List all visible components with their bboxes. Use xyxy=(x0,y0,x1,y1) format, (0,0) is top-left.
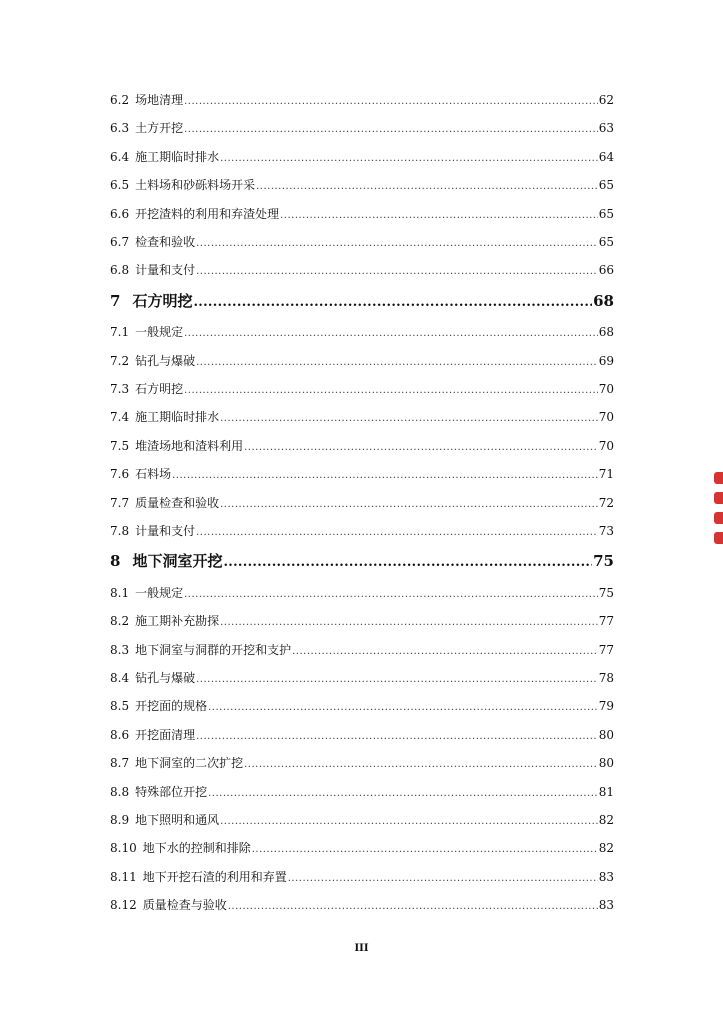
toc-section-entry[interactable] xyxy=(110,692,614,720)
toc-dot-leader xyxy=(196,230,598,258)
toc-entry-title: 施工期补充勘探 xyxy=(135,614,220,629)
toc-entry-page: 65 xyxy=(598,234,614,249)
toc-entry-number: 6.8 xyxy=(110,263,130,278)
toc-entry-number: 6.5 xyxy=(110,178,130,193)
toc-section-entry[interactable] xyxy=(110,489,614,517)
toc-section-entry[interactable] xyxy=(110,460,614,488)
toc-entry-number: 6.2 xyxy=(110,93,130,107)
toc-section-entry[interactable] xyxy=(110,256,614,284)
toc-entry-title: 土方开挖 xyxy=(135,121,184,136)
toc-entry-page: 68 xyxy=(593,291,614,310)
toc-dot-leader xyxy=(256,173,598,201)
toc-entry-number: 8.2 xyxy=(110,614,130,629)
toc-entry-title: 堆渣场地和渣料利用 xyxy=(135,438,244,453)
toc-entry-number: 8.11 xyxy=(110,869,137,884)
toc-section-entry[interactable] xyxy=(110,228,614,256)
toc-entry-title: 地下开挖石渣的利用和弃置 xyxy=(142,869,287,884)
toc-dot-leader xyxy=(196,666,598,694)
toc-dot-leader xyxy=(196,723,598,751)
toc-entry-number: 7.1 xyxy=(110,325,130,340)
toc-entry-number: 8 xyxy=(110,552,121,571)
toc-section-entry[interactable] xyxy=(110,114,614,142)
toc-entry-title: 场地清理 xyxy=(135,93,184,107)
table-of-contents xyxy=(110,86,614,920)
toc-entry-page: 82 xyxy=(598,841,614,856)
toc-entry-page: 64 xyxy=(598,149,614,164)
toc-dot-leader xyxy=(184,377,598,405)
toc-entry-page: 83 xyxy=(598,869,614,884)
toc-entry-title: 一般规定 xyxy=(135,585,184,600)
toc-entry-title: 地下水的控制和排除 xyxy=(142,841,251,856)
toc-entry-page: 71 xyxy=(598,467,614,482)
toc-section-entry[interactable] xyxy=(110,579,614,607)
toc-entry-page: 65 xyxy=(598,178,614,193)
toc-entry-title: 钻孔与爆破 xyxy=(135,671,196,686)
toc-entry-number: 6.4 xyxy=(110,149,130,164)
toc-entry-page: 81 xyxy=(598,784,614,799)
toc-entry-number: 8.8 xyxy=(110,784,130,799)
toc-entry-page: 72 xyxy=(598,495,614,510)
toc-dot-leader xyxy=(184,88,598,116)
toc-chapter-entry[interactable] xyxy=(110,285,614,319)
toc-entry-title: 开挖面清理 xyxy=(135,727,196,742)
toc-entry-number: 6.3 xyxy=(110,121,130,136)
toc-dot-leader xyxy=(220,609,598,637)
toc-entry-title: 特殊部位开挖 xyxy=(135,784,208,799)
toc-entry-page: 63 xyxy=(598,121,614,136)
toc-section-entry[interactable] xyxy=(110,86,614,114)
toc-entry-title: 地下洞室开挖 xyxy=(132,552,223,571)
toc-entry-title: 施工期临时排水 xyxy=(135,149,220,164)
toc-entry-page: 70 xyxy=(598,438,614,453)
toc-entry-number: 7.4 xyxy=(110,410,130,425)
toc-section-entry[interactable] xyxy=(110,607,614,635)
toc-entry-page: 75 xyxy=(598,585,614,600)
toc-section-entry[interactable] xyxy=(110,834,614,862)
toc-entry-number: 6.7 xyxy=(110,234,130,249)
toc-entry-number: 8.7 xyxy=(110,756,130,771)
toc-dot-leader xyxy=(244,751,598,779)
toc-dot-leader xyxy=(292,638,598,666)
toc-dot-leader xyxy=(220,808,598,836)
toc-entry-number: 8.9 xyxy=(110,812,130,827)
toc-section-entry[interactable] xyxy=(110,347,614,375)
toc-entry-title: 地下照明和通风 xyxy=(135,812,220,827)
page-footer-number: III xyxy=(354,943,369,954)
toc-entry-page: 66 xyxy=(598,263,614,278)
toc-entry-title: 施工期临时排水 xyxy=(135,410,220,425)
toc-section-entry[interactable] xyxy=(110,318,614,346)
toc-dot-leader xyxy=(252,836,598,864)
toc-entry-title: 地下洞室的二次扩挖 xyxy=(135,756,244,771)
red-seal-stamp xyxy=(714,470,723,548)
toc-section-entry[interactable] xyxy=(110,636,614,664)
toc-entry-number: 8.12 xyxy=(110,898,137,913)
toc-entry-number: 8.4 xyxy=(110,671,130,686)
toc-entry-page: 73 xyxy=(598,523,614,538)
toc-dot-leader xyxy=(193,286,592,320)
toc-entry-page: 77 xyxy=(598,642,614,657)
toc-entry-page: 83 xyxy=(598,898,614,913)
toc-dot-leader xyxy=(244,434,598,462)
toc-entry-title: 土料场和砂砾料场开采 xyxy=(135,178,256,193)
toc-entry-number: 8.5 xyxy=(110,699,130,714)
toc-dot-leader xyxy=(228,893,598,921)
toc-entry-page: 77 xyxy=(598,614,614,629)
toc-section-entry[interactable] xyxy=(110,778,614,806)
toc-section-entry[interactable] xyxy=(110,863,614,891)
toc-section-entry[interactable] xyxy=(110,517,614,545)
toc-section-entry[interactable] xyxy=(110,432,614,460)
toc-entry-number: 7.6 xyxy=(110,467,130,482)
toc-entry-page: 70 xyxy=(598,410,614,425)
toc-entry-title: 质量检查与验收 xyxy=(142,898,227,913)
toc-entry-number: 8.6 xyxy=(110,727,130,742)
toc-entry-page: 82 xyxy=(598,812,614,827)
toc-section-entry[interactable] xyxy=(110,403,614,431)
toc-entry-number: 7.2 xyxy=(110,353,130,368)
toc-dot-leader xyxy=(223,546,592,580)
toc-section-entry[interactable] xyxy=(110,143,614,171)
toc-chapter-entry[interactable] xyxy=(110,545,614,579)
toc-entry-page: 79 xyxy=(598,699,614,714)
toc-entry-title: 开挖渣料的利用和弃渣处理 xyxy=(135,206,280,221)
toc-dot-leader xyxy=(220,405,598,433)
toc-dot-leader xyxy=(280,202,598,230)
toc-dot-leader xyxy=(208,694,598,722)
toc-dot-leader xyxy=(288,865,598,893)
toc-entry-title: 钻孔与爆破 xyxy=(135,353,196,368)
toc-entry-page: 69 xyxy=(598,353,614,368)
toc-entry-title: 石方明挖 xyxy=(132,291,193,310)
toc-dot-leader xyxy=(220,145,598,173)
toc-entry-number: 7 xyxy=(110,291,121,310)
toc-dot-leader xyxy=(184,581,598,609)
toc-section-entry[interactable] xyxy=(110,664,614,692)
toc-section-entry[interactable] xyxy=(110,891,614,919)
toc-entry-title: 石方明挖 xyxy=(135,382,184,397)
toc-entry-title: 一般规定 xyxy=(135,325,184,340)
toc-entry-number: 7.8 xyxy=(110,523,130,538)
toc-entry-title: 检查和验收 xyxy=(135,234,196,249)
toc-dot-leader xyxy=(196,258,598,286)
toc-entry-number: 8.3 xyxy=(110,642,130,657)
toc-entry-title: 计量和支付 xyxy=(135,523,196,538)
toc-section-entry[interactable] xyxy=(110,375,614,403)
toc-entry-page: 80 xyxy=(598,727,614,742)
toc-section-entry[interactable] xyxy=(110,171,614,199)
toc-dot-leader xyxy=(196,349,598,377)
toc-entry-page: 68 xyxy=(598,325,614,340)
toc-entry-page: 70 xyxy=(598,382,614,397)
toc-entry-page: 80 xyxy=(598,756,614,771)
toc-dot-leader xyxy=(184,320,598,348)
toc-entry-page: 75 xyxy=(593,552,614,571)
toc-entry-number: 8.10 xyxy=(110,841,137,856)
toc-entry-title: 石料场 xyxy=(135,467,172,482)
toc-entry-page: 65 xyxy=(598,206,614,221)
toc-dot-leader xyxy=(172,462,598,490)
toc-entry-page: 78 xyxy=(598,671,614,686)
toc-entry-page: 62 xyxy=(598,93,614,107)
toc-entry-number: 7.5 xyxy=(110,438,130,453)
toc-entry-title: 计量和支付 xyxy=(135,263,196,278)
toc-entry-number: 6.6 xyxy=(110,206,130,221)
toc-dot-leader xyxy=(196,519,598,547)
toc-entry-number: 8.1 xyxy=(110,585,130,600)
toc-entry-number: 7.3 xyxy=(110,382,130,397)
toc-section-entry[interactable] xyxy=(110,749,614,777)
toc-section-entry[interactable] xyxy=(110,806,614,834)
toc-entry-title: 质量检查和验收 xyxy=(135,495,220,510)
toc-entry-number: 7.7 xyxy=(110,495,130,510)
toc-entry-title: 地下洞室与洞群的开挖和支护 xyxy=(135,642,292,657)
toc-entry-title: 开挖面的规格 xyxy=(135,699,208,714)
toc-dot-leader xyxy=(220,491,598,519)
toc-section-entry[interactable] xyxy=(110,721,614,749)
toc-dot-leader xyxy=(184,116,598,144)
toc-dot-leader xyxy=(208,780,598,808)
toc-section-entry[interactable] xyxy=(110,200,614,228)
